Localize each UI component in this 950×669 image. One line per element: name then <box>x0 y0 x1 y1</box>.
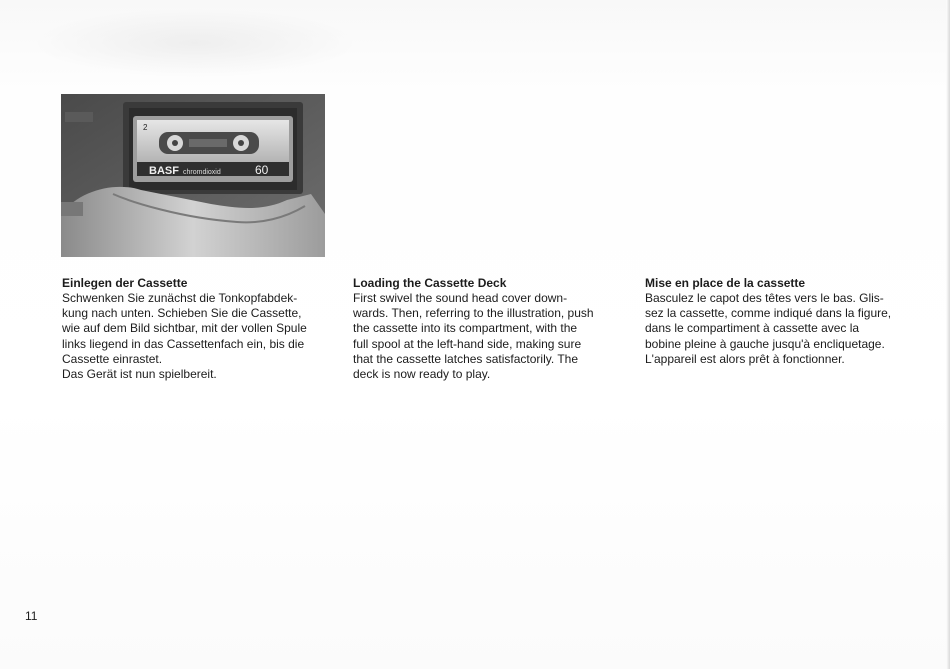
text-line: dans le compartiment à cassette avec la <box>645 321 860 336</box>
text-line: First swivel the sound head cover down- <box>353 291 568 305</box>
text-line: links liegend in das Cassettenfach ein, bis die <box>62 336 305 351</box>
text-line: that the cassette latches satisfactorily. The <box>353 351 578 366</box>
heading-english: Loading the Cassette Deck <box>353 276 507 290</box>
heading-french: Mise en place de la cassette <box>645 276 806 290</box>
cassette-loading-photo <box>61 94 325 257</box>
brand-label: BASF <box>149 165 179 177</box>
page-number: 11 <box>25 609 38 623</box>
text-line: Basculez le capot des têtes vers le bas. Glis- <box>645 291 884 305</box>
instructions-english <box>353 276 623 382</box>
type-label: chromdioxid <box>183 169 221 176</box>
scan-smudge <box>30 8 360 78</box>
text-line: full spool at the left-hand side, making sure <box>353 336 582 351</box>
text-line: L'appareil est alors prêt à fonctionner. <box>645 351 845 366</box>
text-line: Cassette einrastet. <box>62 351 163 366</box>
cassette-illustration <box>61 94 325 257</box>
cassette-tape <box>133 116 293 182</box>
text-line: bobine pleine à gauche jusqu'à encliquetage. <box>645 336 885 351</box>
text-line: the cassette into its compartment, with the <box>353 321 578 336</box>
text-line: deck is now ready to play. <box>353 367 491 382</box>
text-line: wards. Then, referring to the illustration, push <box>353 306 594 321</box>
side-label: 2 <box>143 123 148 132</box>
page-edge-shadow <box>946 0 950 669</box>
length-label: 60 <box>255 163 269 177</box>
instructions-german <box>62 276 332 382</box>
heading-german: Einlegen der Cassette <box>62 276 188 290</box>
text-line: kung nach unten. Schieben Sie die Cassette, <box>62 306 302 321</box>
text-line: Das Gerät ist nun spielbereit. <box>62 367 217 382</box>
text-line: Schwenken Sie zunächst die Tonkopfabdek- <box>62 291 298 305</box>
instructions-french <box>645 276 915 367</box>
text-line: wie auf dem Bild sichtbar, mit der vollen Spule <box>62 321 307 336</box>
text-line: sez la cassette, comme indiqué dans la figure, <box>645 306 892 321</box>
